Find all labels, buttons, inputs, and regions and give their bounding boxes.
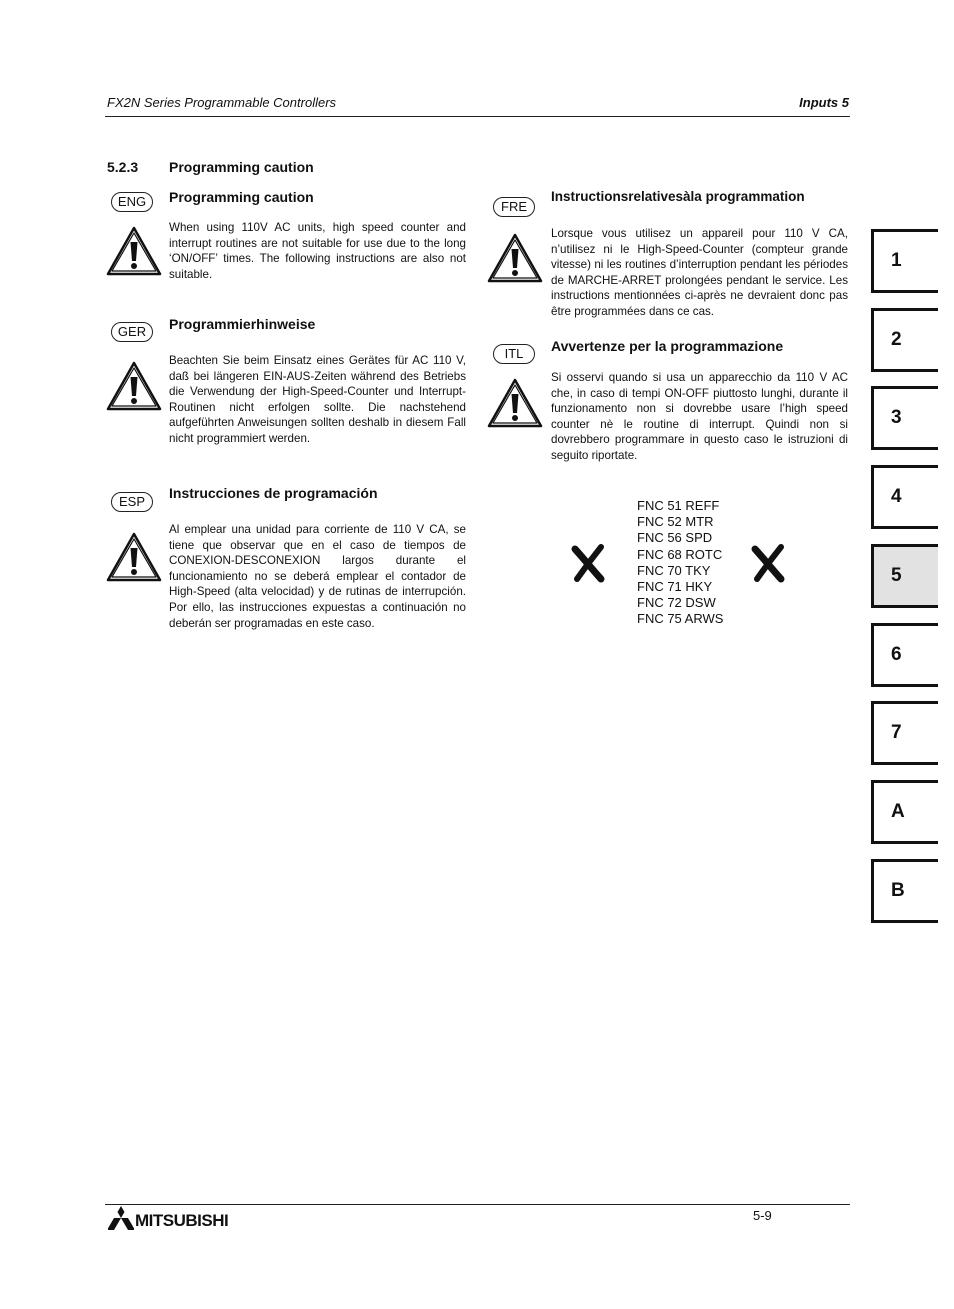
fre-title: Instructionsrelativesàla programmation <box>551 189 805 204</box>
footer-rule <box>105 1204 850 1205</box>
instruction-item: FNC 52 MTR <box>637 514 714 530</box>
chapter-tab-1[interactable] <box>871 229 938 293</box>
chapter-tab-label: 6 <box>891 644 902 665</box>
lang-badge-eng: ENG <box>111 192 153 212</box>
chapter-tab-label: 7 <box>891 722 902 743</box>
chapter-tab-label: A <box>891 801 905 822</box>
chapter-tab-label: B <box>891 880 905 901</box>
chapter-tab-5[interactable] <box>871 544 938 608</box>
warning-triangle-icon <box>106 226 162 276</box>
eng-title: Programming caution <box>169 189 314 205</box>
header-rule <box>105 116 850 117</box>
itl-text: Si osservi quando si usa un apparecchio da 110 V AC che, in caso di tempi ON-OFF piuttosto lunghi, durante il funzionamento non si dovrebbe usare l’high speed counter nè le routine di interrupt. Quindi non si dovrebbero programmare in questo caso le istruzioni di seguito riportate. <box>551 371 848 462</box>
brand-name: MITSUBISHI <box>135 1211 229 1230</box>
instruction-item: FNC 56 SPD <box>637 530 713 546</box>
lang-badge-ger: GER <box>111 322 153 342</box>
ger-title: Programmierhinweise <box>169 316 316 332</box>
page-number: 5-9 <box>753 1208 772 1223</box>
section-number: 5.2.3 <box>107 159 139 175</box>
chapter-tab-4[interactable] <box>871 465 938 529</box>
esp-title: Instrucciones de programación <box>169 485 378 501</box>
instruction-item: FNC 51 REFF <box>637 498 720 513</box>
chapter-tab-3[interactable] <box>871 386 938 450</box>
chapter-tab-6[interactable] <box>871 623 938 687</box>
eng-text: When using 110V AC units, high speed counter and interrupt routines are not suitable for use due to the long ‘ON/OFF’ times. The following instructions are also not suitable. <box>169 221 466 281</box>
lang-badge-itl: ITL <box>493 344 535 364</box>
chapter-tab-7[interactable] <box>871 701 938 765</box>
chapter-tab-label: 4 <box>891 486 902 507</box>
instruction-item: FNC 70 TKY <box>637 562 711 578</box>
chapter-tab-label: 3 <box>891 407 902 428</box>
instruction-item: FNC 72 DSW <box>637 595 716 611</box>
warning-triangle-icon <box>106 361 162 411</box>
ger-text: Beachten Sie beim Einsatz eines Gerätes für AC 110 V, daß bei längeren EIN-AUS-Zeiten während des Betriebs die Verwendung der High-Speed-Counter und Interrupt-Routinen nicht erfolgen sollte. Die nachstehend aufgeführten Anweisungen sollten deshalb in diesem Fall nicht programmiert werden. <box>169 354 466 445</box>
warning-triangle-icon <box>487 233 543 283</box>
chapter-tab-label: 1 <box>891 250 902 271</box>
instruction-item: FNC 68 ROTC <box>637 546 723 562</box>
fre-text: Lorsque vous utilisez un appareil pour 110 V CA, n’utilisez ni le High-Speed-Counter (compteur grande vitesse) ni les routines d’interruption pendant les périodes de MARCHE-ARRET prolongées pendant le service. Les instructions mentionnées ci-après ne devraient donc pas être programmées dans ce cas. <box>551 227 848 318</box>
header-title: FX2N Series Programmable Controllers <box>107 95 337 110</box>
chapter-tab-a[interactable] <box>871 780 938 844</box>
chapter-tab-b[interactable] <box>871 859 938 923</box>
cross-mark-icon <box>750 543 786 583</box>
lang-badge-fre: FRE <box>493 197 535 217</box>
instruction-item: FNC 75 ARWS <box>637 611 724 627</box>
chapter-tab-2[interactable] <box>871 308 938 372</box>
header-chapter: Inputs 5 <box>799 95 849 110</box>
section-title: Programming caution <box>169 159 314 175</box>
esp-text: Al emplear una unidad para corriente de 110 V CA, se tiene que observar que en el caso de tiempos de CONEXION-DESCONEXION largos durante el funcionamiento no se deberá emplear el contador de High-Speed (alta velocidad) y de rutinas de interrupción. Por ello, las instrucciones expuestas a continuación no deberán ser programadas en este caso. <box>169 523 466 630</box>
warning-triangle-icon <box>487 378 543 428</box>
chapter-tab-label: 2 <box>891 329 902 350</box>
instruction-item: FNC 71 HKY <box>637 579 713 595</box>
cross-mark-icon <box>570 543 606 583</box>
warning-triangle-icon <box>106 532 162 582</box>
chapter-tab-label: 5 <box>891 565 902 586</box>
itl-title: Avvertenze per la programmazione <box>551 338 784 354</box>
lang-badge-esp: ESP <box>111 492 153 512</box>
instruction-list <box>637 498 723 628</box>
mitsubishi-diamonds-icon <box>108 1206 134 1230</box>
